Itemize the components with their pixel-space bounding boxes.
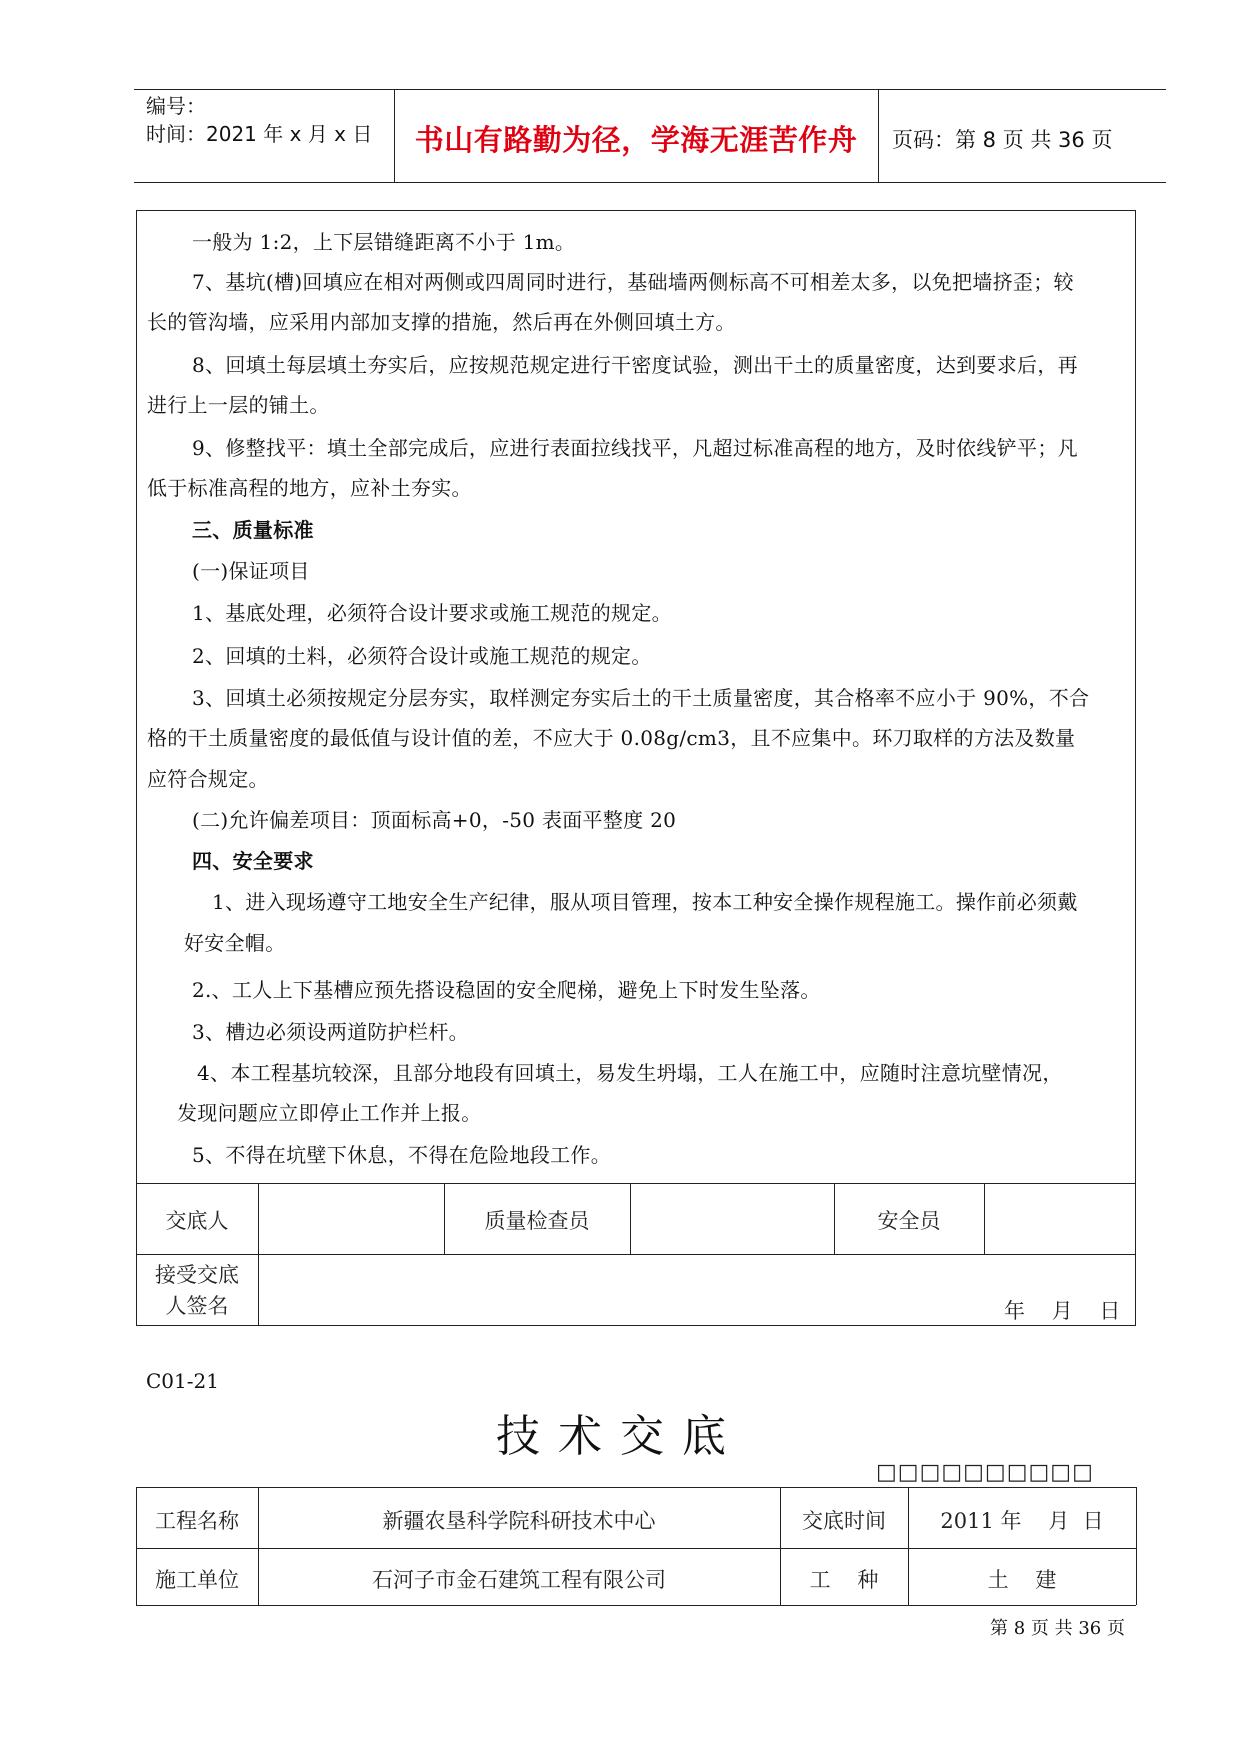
table-rule (136, 1487, 1136, 1488)
body-line: 进行上一层的铺土。 (147, 393, 330, 417)
body-line: 7、基坑(槽)回填应在相对两侧或四周同时进行，基础墙两侧标高不可相差太多，以免把墙挤歪；较 (192, 270, 1074, 294)
form-title: 技术交底 (496, 1411, 744, 1462)
receiver-label: 接受交底 (155, 1263, 239, 1287)
body-line: 3、回填土必须按规定分层夯实，取样测定夯实后土的干土质量密度，其合格率不应小于 90%，不合 (192, 686, 1090, 710)
project-name-label: 工程名称 (155, 1509, 239, 1533)
body-line: (一)保证项目 (192, 559, 310, 583)
section-heading: 四、安全要求 (192, 849, 314, 873)
header-meta (146, 92, 372, 148)
body-line: 应符合规定。 (147, 767, 269, 791)
receiver-label: 人签名 (165, 1294, 229, 1318)
table-rule (136, 1548, 1136, 1549)
body-line: 2、回填的土料，必须符合设计或施工规范的规定。 (192, 644, 652, 668)
body-line: 4、本工程基坑较深，且部分地段有回填土，易发生坍塌，工人在施工中，应随时注意坑壁情况， (197, 1061, 1063, 1085)
body-line: 2.、工人上下基槽应预先搭设稳固的安全爬梯，避免上下时发生坠落。 (192, 978, 821, 1002)
safety-officer-label: 安全员 (877, 1209, 941, 1233)
page-header (134, 89, 1166, 183)
trade-label: 工 种 (809, 1568, 879, 1592)
section-heading: 三、质量标准 (192, 518, 314, 542)
table-rule (1136, 1487, 1137, 1605)
body-line: 3、槽边必须设两道防护栏杆。 (192, 1020, 469, 1044)
header-motto: 书山有路勤为径，学海无涯苦作舟 (414, 123, 858, 157)
body-line: 一般为 1:2，上下层错缝距离不小于 1m。 (192, 230, 576, 254)
briefing-time-value: 2011 年 月 日 (940, 1509, 1104, 1533)
form-code: C01-21 (146, 1369, 219, 1393)
body-line: 好安全帽。 (184, 931, 286, 955)
body-line: (二)允许偏差项目：顶面标高+0，-50 表面平整度 20 (192, 808, 677, 832)
body-line: 低于标准高程的地方，应补土夯实。 (147, 476, 472, 500)
header-page-info: 页码：第 8 页 共 36 页 (892, 128, 1113, 152)
body-line: 8、回填土每层填土夯实后，应按规范规定进行干密度试验，测出干土的质量密度，达到要求后，再 (192, 353, 1078, 377)
checkbox-row: □□□□□□□□□□ (876, 1460, 1094, 1485)
table-rule (136, 1254, 1136, 1255)
project-name-value: 新疆农垦科学院科研技术中心 (382, 1509, 656, 1533)
table-rule (630, 1183, 631, 1254)
inspector-label: 质量检查员 (484, 1209, 590, 1233)
contractor-label: 施工单位 (155, 1568, 239, 1592)
body-line: 长的管沟墙，应采用内部加支撑的措施，然后再在外侧回填土方。 (147, 310, 736, 334)
body-line: 9、修整找平：填土全部完成后，应进行表面拉线找平，凡超过标准高程的地方，及时依线铲平；凡 (192, 436, 1078, 460)
header-divider (394, 90, 395, 182)
body-line: 发现问题应立即停止工作并上报。 (177, 1101, 482, 1125)
header-divider (878, 90, 879, 182)
body-line: 1、基底处理，必须符合设计要求或施工规范的规定。 (192, 601, 672, 625)
briefing-time-label: 交底时间 (802, 1509, 886, 1533)
sign-date: 年 月 日 (1004, 1299, 1121, 1323)
body-line: 5、不得在坑壁下休息，不得在危险地段工作。 (192, 1143, 612, 1167)
presenter-label: 交底人 (165, 1209, 229, 1233)
trade-value: 土 建 (987, 1568, 1057, 1592)
time-label: 时间：2021 年 x 月 x 日 (146, 122, 373, 146)
table-rule (984, 1183, 985, 1254)
number-label: 编号： (146, 94, 206, 118)
body-line: 格的干土质量密度的最低值与设计值的差，不应大于 0.08g/cm3，且不应集中。环刀取样的方法及数量 (147, 726, 1076, 750)
contractor-value: 石河子市金石建筑工程有限公司 (372, 1568, 666, 1592)
table-rule (136, 1183, 1136, 1184)
table-rule (136, 1605, 1136, 1606)
body-line: 1、进入现场遵守工地安全生产纪律，服从项目管理，按本工种安全操作规程施工。操作前必须戴 (212, 890, 1078, 914)
table-rule (258, 1183, 259, 1326)
page-footer: 第 8 页 共 36 页 (990, 1618, 1125, 1639)
